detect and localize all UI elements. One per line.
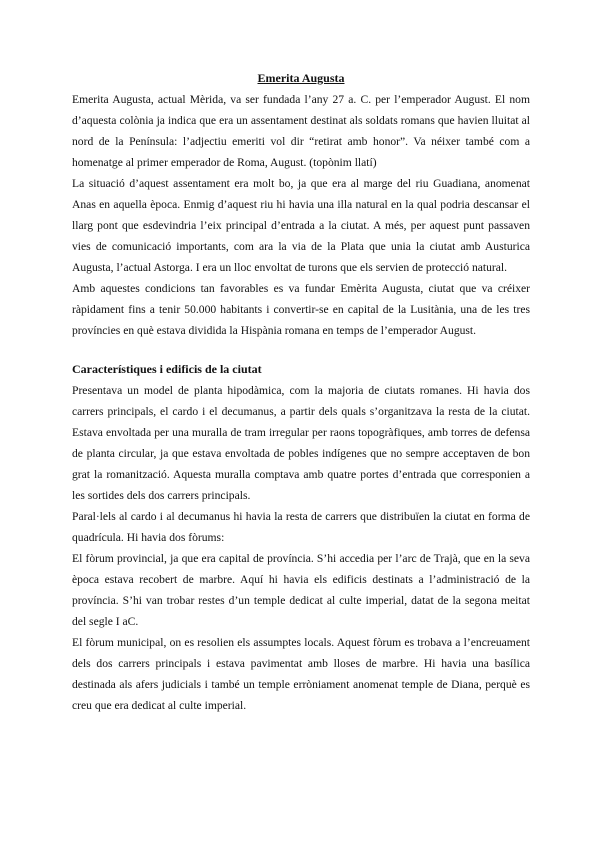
section-heading: Característiques i edificis de la ciutat <box>72 362 262 376</box>
section-paragraph-2: Paral·lels al cardo i al decumanus hi havia la resta de carrers que distribuïen la ciutat en forma de quadrícula. Hi havia dos fòrums: <box>72 510 530 544</box>
intro-paragraph-2: La situació d’aquest assentament era molt bo, ja que era al marge del riu Guadiana, anomenat Anas en aquella època. Enmig d’aquest riu hi havia una illa natural en la qual podria descansar el llarg pont que esdevindria l’eix principal d’entrada a la ciutat. A més, per aquest punt passaven vies de comunicació importants, com ara la via de la Plata que unia la ciutat amb Austurica Augusta, l’actual Astorga. I era un lloc envoltat de turons que els servien de protecció natural. <box>72 177 530 274</box>
section-paragraph-3: El fòrum provincial, ja que era capital de província. S’hi accedia per l’arc de Trajà, que en la seva època estava recobert de marbre. Aquí hi havia els edificis destinats a l’administració de la província. S’hi van trobar restes d’un temple dedicat al culte imperial, datat de la segona meitat del segle I aC. <box>72 552 530 628</box>
intro-paragraph-3: Amb aquestes condicions tan favorables es va fundar Emèrita Augusta, ciutat que va créixer ràpidament fins a tenir 50.000 habitants i convertir-se en capital de la Lusitània, una de les tres províncies en què estava dividida la Hispània romana en temps de l’emperador August. <box>72 282 530 337</box>
section-paragraph-1: Presentava un model de planta hipodàmica, com la majoria de ciutats romanes. Hi havia dos carrers principals, el cardo i el decumanus, a partir dels quals s’organitzava la resta de la ciutat. Estava envoltada per una muralla de tram irregular per raons topogràfiques, amb torres de defensa de planta circular, ja que estava envoltada de pobles indígenes que no sempre acceptaven de bon grat la romanització. Aquesta muralla comptava amb quatre portes d’entrada que corresponien a les sortides dels dos carrers principals. <box>72 384 530 502</box>
document-title: Emerita Augusta <box>257 71 345 85</box>
section-paragraph-4: El fòrum municipal, on es resolien els assumptes locals. Aquest fòrum es trobava a l’encreuament dels dos carrers principals i estava pavimentat amb lloses de marbre. Hi havia una basílica destinada als afers judicials i també un temple erròniament anomenat temple de Diana, perquè es creu que era dedicat al culte imperial. <box>72 636 530 712</box>
intro-paragraph-1: Emerita Augusta, actual Mèrida, va ser fundada l’any 27 a. C. per l’emperador August. El nom d’aquesta colònia ja indica que era un assentament destinat als soldats romans que havien lluitat al nord de la Península: l’adjectiu emeriti vol dir “retirat amb honor”. Va néixer també com a homenatge al primer emperador de Roma, August. (topònim llatí) <box>72 93 530 169</box>
